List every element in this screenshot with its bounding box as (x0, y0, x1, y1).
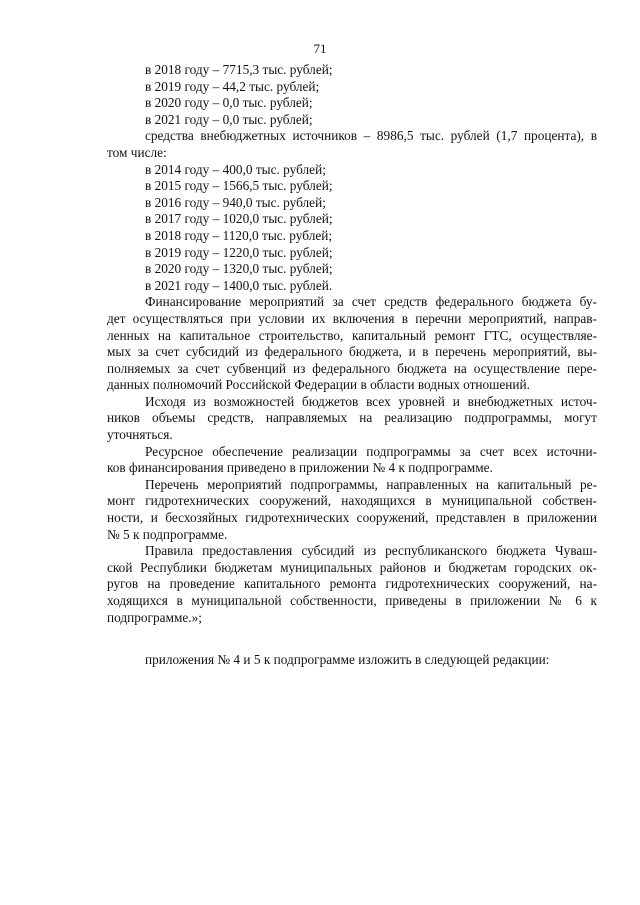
text-line: в 2016 году – 940,0 тыс. рублей; (145, 194, 326, 210)
text-line: в 2015 году – 1566,5 тыс. рублей; (145, 178, 333, 194)
text-line: том числе: (107, 144, 167, 160)
text-line: ников объемы средств, направляемых на реализацию подпрограммы, могут (107, 410, 597, 426)
text-line: Исходя из возможностей бюджетов всех уровней и внебюджетных источ- (145, 393, 597, 409)
text-line: в 2020 году – 0,0 тыс. рублей; (145, 95, 313, 111)
text-line: ности, и бесхозяйных гидротехнических сооружений, представлен в приложении (107, 510, 597, 526)
text-line: Ресурсное обеспечение реализации подпрограммы за счет всех источни- (145, 443, 597, 459)
text-line: в 2021 году – 1400,0 тыс. рублей. (145, 277, 333, 293)
text-line: в 2021 году – 0,0 тыс. рублей; (145, 111, 313, 127)
text-line: мых за счет субсидий из федерального бюджета, и в перечень мероприятий, вы- (107, 344, 597, 360)
document-body (107, 62, 597, 669)
text-line: ской Республики бюджетам муниципальных районов и бюджетам городских ок- (107, 559, 597, 575)
text-line: № 5 к подпрограмме. (107, 526, 228, 542)
text-line: средства внебюджетных источников – 8986,5 тыс. рублей (1,7 процента), в (145, 128, 597, 144)
text-line: в 2017 году – 1020,0 тыс. рублей; (145, 211, 333, 227)
text-line: уточняться. (107, 427, 173, 443)
text-line: в 2014 году – 400,0 тыс. рублей; (145, 161, 326, 177)
text-line: в 2019 году – 44,2 тыс. рублей; (145, 78, 320, 94)
text-line: Правила предоставления субсидий из республиканского бюджета Чуваш- (145, 543, 597, 559)
text-line: приложения № 4 и 5 к подпрограмме изложить в следующей редакции: (145, 652, 550, 668)
text-line: Перечень мероприятий подпрограммы, направленных на капитальный ре- (145, 476, 597, 492)
text-line: ленных на капитальное строительство, капитальный ремонт ГТС, осуществляе- (107, 327, 597, 343)
text-line: монт гидротехнических сооружений, находящихся в муниципальной собствен- (107, 493, 597, 509)
text-line: дет осуществляться при условии их включения в перечни мероприятий, направ- (107, 310, 597, 326)
paragraph-gap (107, 626, 597, 652)
text-line: ругов на проведение капитального ремонта гидротехнических сооружений, на- (107, 576, 597, 592)
text-line: полняемых за счет субвенций из федерального бюджета на осуществление пере- (107, 360, 597, 376)
text-line: в 2018 году – 1120,0 тыс. рублей; (145, 227, 333, 243)
text-line: в 2020 году – 1320,0 тыс. рублей; (145, 261, 333, 277)
text-line: подпрограмме.»; (107, 609, 202, 625)
text-line: ков финансирования приведено в приложении № 4 к подпрограмме. (107, 460, 493, 476)
text-line: в 2019 году – 1220,0 тыс. рублей; (145, 244, 333, 260)
text-line: в 2018 году – 7715,3 тыс. рублей; (145, 62, 333, 77)
page-number: 71 (313, 41, 327, 56)
text-line: ходящихся в муниципальной собственности, приведены в приложении № 6 к (107, 593, 597, 608)
text-line: данных полномочий Российской Федерации в области водных отношений. (107, 377, 530, 393)
text-line: Финансирование мероприятий за счет средств федерального бюджета бу- (145, 294, 597, 310)
